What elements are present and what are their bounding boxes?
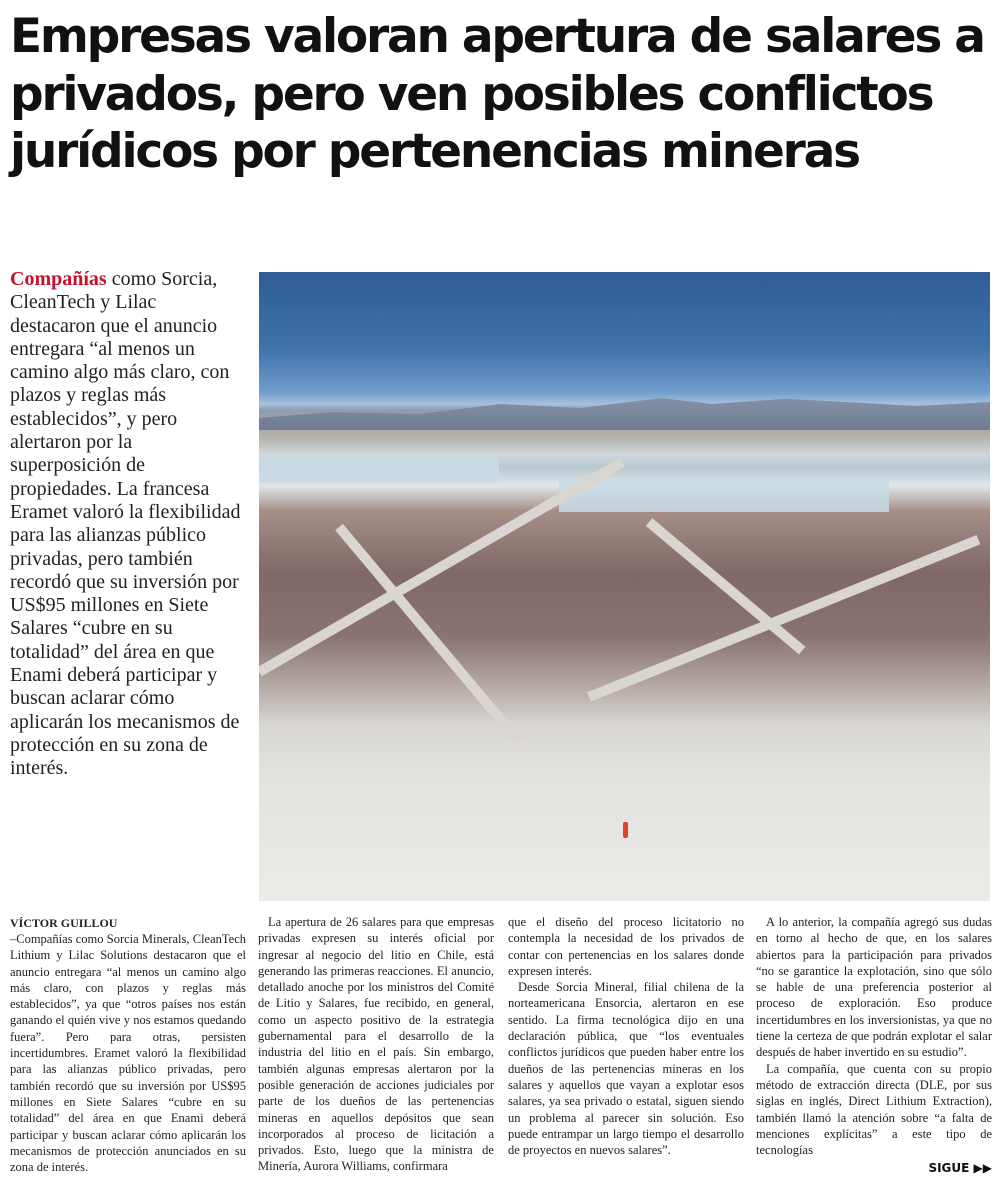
evaporation-pool [559,480,889,512]
mountains [259,390,990,430]
body-column-2 [258,914,494,1175]
continue-link[interactable]: SIGUE ▶▶ [928,1161,992,1176]
body-column-4 [756,914,992,1176]
road [587,535,980,702]
lead-paragraph [10,268,246,908]
road [335,524,523,745]
salt-flat-photo [259,272,990,901]
body-column-1 [10,931,246,1175]
paragraph: que el diseño del proceso licitatorio no contempla la necesidad de los privados de contar con pertenencias en los salares donde expresen interés. [508,915,744,978]
person [623,822,628,838]
paragraph: La compañía, que cuenta con su propio método de extracción directa (DLE, por sus siglas en inglés, Direct Lithium Extraction), también llamó la atención sobre “a falta de menciones explícitas” a este tipo de tecnologías [756,1061,992,1158]
body-column-3 [508,914,744,1158]
paragraph: La apertura de 26 salares para que empresas privadas expresen su interés oficial por ingresar al negocio del litio en Chile, está generando las primeras reacciones. El anuncio, detallado anoche por los ministros del Comité de Litio y Salares, fue recibido, en general, como un aspecto positivo de la estrategia gubernamental para el desarrollo de la industria del litio en el país. Sin embargo, también algunas empresas alertaron por la posible generación de acciones judiciales por parte de los dueños de las pertenencias mineras en aquellos depósitos que sean incorporados al proceso de licitación a privados. Esto, luego que la ministra de Minería, Aurora Williams, confirmara [258,915,494,1174]
paragraph: A lo anterior, la compañía agregó sus dudas en torno al hecho de que, en los salares abiertos para la participación para privados “no se garantice la explotación, sino que sólo se hable de una preferencia posterior al proceso de exploración. Eso produce incertidumbres en los inversionistas, ya que no tiene la certeza de que podrán explotar el salar después de haber invertido en su estudio”. [756,915,992,1060]
evaporation-pool [259,457,499,482]
byline: VÍCTOR GUILLOU [10,916,118,930]
road [646,518,806,654]
paragraph: –Compañías como Sorcia Minerals, CleanTech Lithium y Lilac Solutions destacaron que el anuncio entregara “al menos un camino algo más claro, con plazos y reglas más establecidos”, ya que “otros países nos están ganando el quién vive y nos estamos quedando fuera”. Pero para otras, persisten incertidumbres. Eramet valoró la flexibilidad para las alianzas público privadas, pero también recordó que su inversión por US$95 millones en Siete Salares “cubre en su totalidad” del área en que Enami deberá participar y buscan aclarar cómo aplicarán los mecanismos de protección anunciados en su zona de interés. [10,932,246,1175]
headline: Empresas valoran apertura de salares a privados, pero ven posibles conflictos jurídicos por pertenencias mineras [10,9,984,179]
lead-kicker: Compañías [10,268,107,290]
paragraph: Desde Sorcia Mineral, filial chilena de la norteamericana Ensorcia, alertaron en ese sentido. La firma tecnológica dijo en una declaración pública, que “los eventuales conflictos jurídicos que pueden haber entre los dueños de las pertenencias mineras en los salares y aquellos que vayan a explotar esos salares, ya sea privado o estatal, siguen siendo un problema al parecer sin solución. Eso puede entrampar un largo tiempo el desarrollo de proyectos en nuevos salares”. [508,980,744,1158]
lead-text: como Sorcia, CleanTech y Lilac destacaron que el anuncio entregara “al menos un camino algo más claro, con plazos y reglas más establecidos”, y pero alertaron por la superposición de propiedades. La francesa Eramet valoró la flexibilidad para las alianzas público privadas, pero también recordó que su inversión por US$95 millones en Siete Salares “cubre en su totalidad” del área en que Enami deberá participar y buscan aclarar cómo aplicarán los mecanismos de protección en su zona de interés. [10,268,241,780]
left-column [10,268,246,1175]
